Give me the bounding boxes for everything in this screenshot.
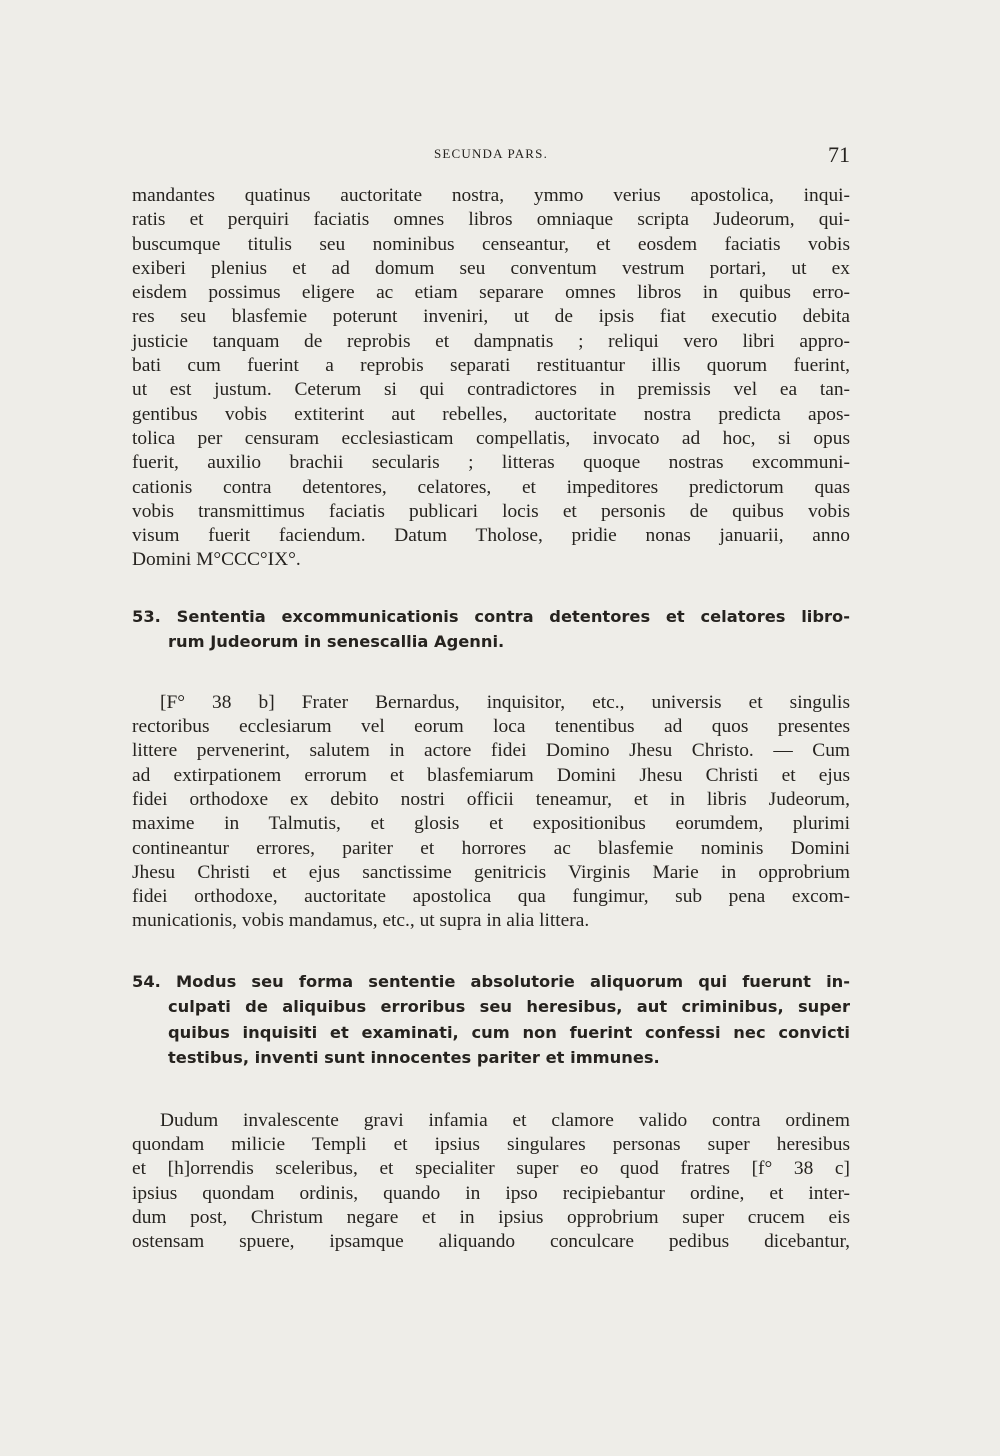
page-body: [132, 184, 850, 1255]
text-line: quondam milicie Templi et ipsius singulares personas super heresibus: [132, 1134, 850, 1156]
heading-line: testibus, inventi sunt innocentes pariter et immunes.: [168, 1048, 660, 1068]
text-line: vobis transmittimus faciatis publicari locis et personis de quibus vobis: [132, 500, 850, 522]
text-line: ipsius quondam ordinis, quando in ipso recipiebantur ordine, et inter-: [132, 1182, 850, 1204]
text-line: Domini M°CCC°IX°.: [132, 549, 301, 571]
text-line: fuerit, auxilio brachii secularis ; litteras quoque nostras excommuni-: [132, 452, 850, 474]
text-line: justicie tanquam de reprobis et dampnatis ; reliqui vero libri appro-: [132, 330, 850, 352]
text-line: ad extirpationem errorum et blasfemiarum Domini Jhesu Christi et ejus: [132, 764, 850, 786]
text-line: Dudum invalescente gravi infamia et clamore valido contra ordinem: [160, 1109, 850, 1131]
text-line: cationis contra detentores, celatores, et impeditores predictorum quas: [132, 476, 850, 498]
text-line: ratis et perquiri faciatis omnes libros omniaque scripta Judeorum, qui-: [132, 209, 850, 231]
page-header: [132, 142, 850, 170]
paragraph-frater-bernardus: [132, 691, 850, 934]
heading-line: 54. Modus seu forma sententie absolutorie aliquorum qui fuerunt in-: [132, 971, 850, 991]
heading-line: quibus inquisiti et examinati, cum non fuerint confessi nec convicti: [168, 1022, 850, 1042]
text-line: buscumque titulis seu nominibus censeantur, et eosdem faciatis vobis: [132, 233, 850, 255]
running-head: SECUNDA PARS.: [433, 146, 549, 161]
section-heading-53: [132, 604, 850, 655]
text-line: fidei orthodoxe ex debito nostri officii teneamur, et in libris Judeorum,: [132, 788, 850, 810]
text-line: ut est justum. Ceterum si qui contradictores in premissis vel ea tan-: [132, 379, 850, 401]
text-line: tolica per censuram ecclesiasticam compellatis, invocato ad hoc, si opus: [132, 427, 850, 449]
text-line: mandantes quatinus auctoritate nostra, ymmo verius apostolica, inqui-: [132, 185, 850, 206]
text-line: et [h]orrendis sceleribus, et specialiter super eo quod fratres [f° 38 c]: [132, 1158, 850, 1180]
text-line: maxime in Talmutis, et glosis et expositionibus eorumdem, plurimi: [132, 813, 850, 835]
text-line: Jhesu Christi et ejus sanctissime genitricis Virginis Marie in opprobrium: [132, 861, 850, 883]
heading-line: culpati de aliquibus erroribus seu heresibus, aut criminibus, super: [168, 997, 850, 1017]
text-line: bati cum fuerint a reprobis separati restituantur illis quorum fuerint,: [132, 355, 850, 377]
text-line: contineantur errores, pariter et horrores ac blasfemie nominis Domini: [132, 837, 850, 859]
text-line: exiberi plenius et ad domum seu conventum vestrum portari, ut ex: [132, 257, 850, 279]
paragraph-dudum: [132, 1109, 850, 1255]
text-line: fidei orthodoxe, auctoritate apostolica qua fungimur, sub pena excom-: [132, 886, 850, 908]
text-line: littere pervenerint, salutem in actore fidei Domino Jhesu Christo. — Cum: [132, 740, 850, 762]
text-line: [F° 38 b] Frater Bernardus, inquisitor, etc., universis et singulis: [160, 691, 850, 713]
text-line: ostensam spuere, ipsamque aliquando conculcare pedibus dicebantur,: [132, 1231, 850, 1253]
text-line: visum fuerit faciendum. Datum Tholose, pridie nonas januarii, anno: [132, 525, 850, 547]
section-heading-54: [132, 969, 850, 1071]
heading-line: rum Judeorum in senescallia Agenni.: [168, 632, 505, 652]
heading-line: 53. Sententia excommunicationis contra detentores et celatores libro-: [132, 606, 850, 626]
text-line: rectoribus ecclesiarum vel eorum loca tenentibus ad quos presentes: [132, 716, 850, 738]
text-line: municationis, vobis mandamus, etc., ut supra in alia littera.: [132, 910, 590, 932]
page-number: 71: [828, 142, 850, 167]
text-line: eisdem possimus eligere ac etiam separare omnes libros in quibus erro-: [132, 282, 850, 304]
text-line: res seu blasfemie poterunt inveniri, ut de ipsis fiat executio debita: [132, 306, 850, 328]
text-line: dum post, Christum negare et in ipsius opprobrium super crucem eis: [132, 1206, 850, 1228]
paragraph-mandate: [132, 184, 850, 573]
text-line: gentibus vobis extiterint aut rebelles, auctoritate nostra predicta apos-: [132, 403, 850, 425]
